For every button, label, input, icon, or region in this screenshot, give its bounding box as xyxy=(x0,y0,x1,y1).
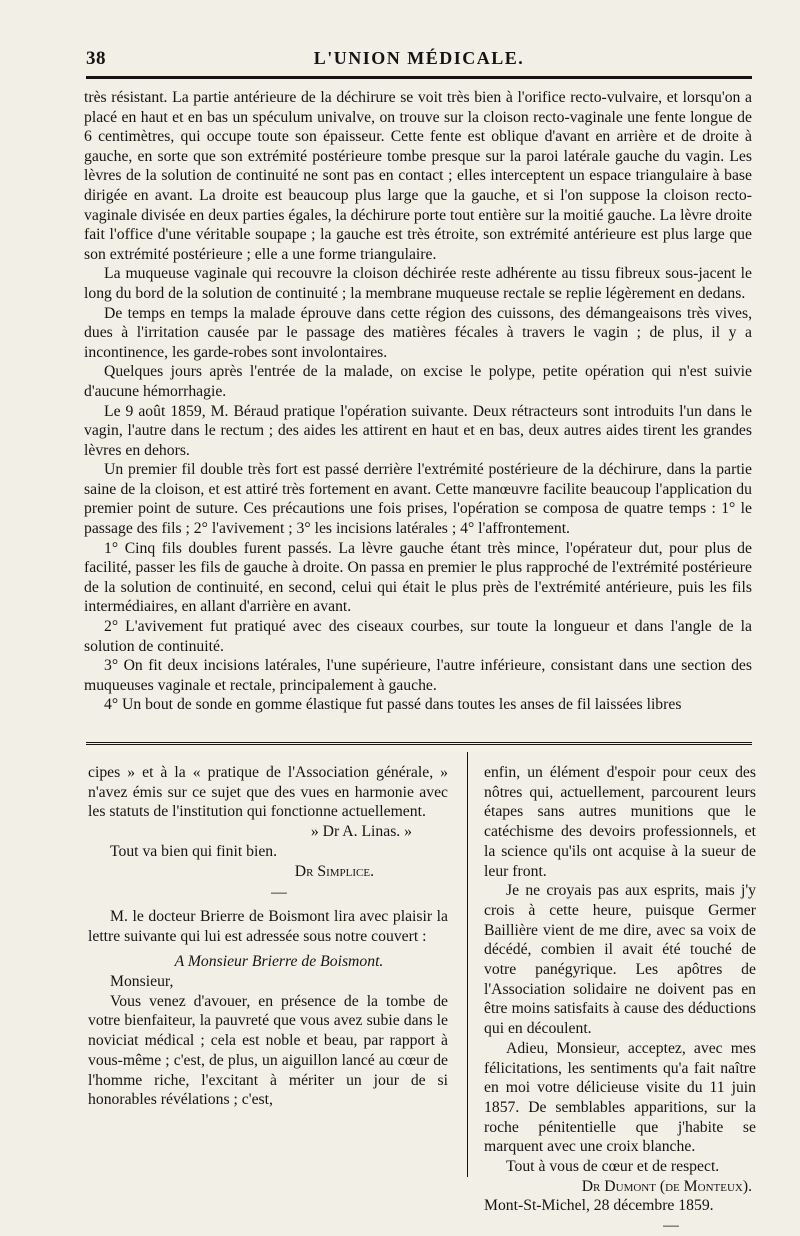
header-rule xyxy=(86,76,752,79)
paragraph: Le 9 août 1859, M. Béraud pratique l'opération suivante. Deux rétracteurs sont introduits l'un dans le vagin, l'autre dans le rectum ; des aides les attirent en haut et en bas, deux autres aides tirent les grandes lèvres en dehors. xyxy=(84,402,752,459)
paragraph: 1° Cinq fils doubles furent passés. La lèvre gauche étant très mince, l'opérateur dut, pour plus de facilité, passer les fils de gauche à droite. On passa en premier le plus rapproché de l'extrémité postérieure de la solution de continuité, en second, celui qui était le plus près de l'extrémité antérieure, puis les fils intermédiaires, en allant d'arrière en avant. xyxy=(84,539,752,616)
paragraph: De temps en temps la malade éprouve dans cette région des cuissons, des démangeaisons très vives, dues à l'irritation causée par le passage des matières fécales à travers le vagin ; de plus, il y a incontinence, les garde-robes sont involontaires. xyxy=(84,304,752,361)
paragraph: 2° L'avivement fut pratiqué avec des ciseaux courbes, sur toute la longueur et dans l'angle de la solution de continuité. xyxy=(84,618,752,655)
letter-heading: A Monsieur Brierre de Boismont. xyxy=(174,953,384,971)
signature-dumont: Dr Dumont (de Monteux). xyxy=(581,1177,752,1195)
paragraph: très résistant. La partie antérieure de la déchirure se voit très bien à l'orifice recto-vulvaire, et lorsqu'on a placé en haut et en bas un spéculum univalve, on trouve sur la cloison recto-vaginale une fente longue de 6 centimètres, qui occupe toute son épaisseur. Cette fente est oblique d'avant en arrière et de droite à gauche, en sorte que son extrémité postérieure tombe presque sur la paroi latérale gauche du vagin. Les lèvres de la solution de continuité ne sont pas en contact ; elles interceptent un espace triangulaire à base dirigée en avant. La droite est beaucoup plus large que la gauche, et si l'on suppose la cloison recto-vaginale divisée en deux parties égales, la déchirure porte tout entière sur la moitié gauche. La lèvre droite fait l'office d'une véritable soupape ; la gauche est très étroite, son extrémité antérieure est plus large que son extrémité postérieure ; elle a une forme triangulaire. xyxy=(84,89,752,263)
paragraph: La muqueuse vaginale qui recouvre la cloison déchirée reste adhérente au tissu fibreux sous-jacent le long du bord de la solution de continuité ; la membrane muqueuse rectale se replie légèrement en dedans. xyxy=(84,265,752,302)
column-paragraph: enfin, un élément d'espoir pour ceux des nôtres qui, actuellement, parcourent leurs étapes sans autres munitions que le catéchisme des devoirs professionnels, et la science qu'ils ont acquise à la sueur de leur front. xyxy=(484,764,756,880)
place-date: Mont-St-Michel, 28 décembre 1859. xyxy=(484,1197,714,1215)
column-paragraph: M. le docteur Brierre de Boismont lira avec plaisir la lettre suivante qui lui est adressée sous notre couvert : xyxy=(88,907,448,945)
feuilleton-left-column xyxy=(88,763,448,1110)
column-paragraph: cipes » et à la « pratique de l'Association générale, » n'avez émis sur ce sujet que des vues en harmonie avec les statuts de l'institution qui fonctionne actuellement. xyxy=(88,764,448,821)
article-body xyxy=(84,88,752,715)
signature-linas: » Dr A. Linas. » xyxy=(310,823,412,841)
page-header xyxy=(86,42,752,76)
column-paragraph: Tout va bien qui finit bien. xyxy=(110,842,278,860)
separator-dash: — xyxy=(271,884,287,902)
paragraph: 3° On fit deux incisions latérales, l'une supérieure, l'autre inférieure, consistant dans une section des muqueuses vaginale et rectale, principalement à gauche. xyxy=(84,657,752,694)
column-divider xyxy=(467,752,468,1177)
separator-dash: — xyxy=(663,1217,679,1235)
section-rule xyxy=(86,742,752,748)
page-number: 38 xyxy=(86,48,106,69)
feuilleton-right-column xyxy=(484,763,756,1236)
paragraph: Un premier fil double très fort est passé derrière l'extrémité postérieure de la déchirure, dans la partie saine de la cloison, et est attiré très fortement en avant. Cette manœuvre facilite beaucoup l'application du premier point de suture. Ces précautions une fois prises, l'opération se composa de quatre temps : 1° le passage des fils ; 2° l'avivement ; 3° les incisions latérales ; 4° l'affrontement. xyxy=(84,461,752,538)
paragraph: 4° Un bout de sonde en gomme élastique fut passé dans toutes les anses de fil laissées libres xyxy=(104,696,682,714)
column-paragraph: Je ne croyais pas aux esprits, mais j'y crois à cette heure, puisque Germer Baillière vient de me dire, avec sa voix de décédé, combien il avait été touché de votre panégyrique. Les apôtres de l'Association solidaire ne doivent pas en être moins satisfaits à cause des déductions qui en découlent. xyxy=(484,882,756,1038)
paragraph: Quelques jours après l'entrée de la malade, on excise le polype, petite opération qui n'est suivie d'aucune hémorrhagie. xyxy=(84,363,752,400)
column-paragraph: Adieu, Monsieur, acceptez, avec mes félicitations, les sentiments qu'a fait naître en moi votre délicieuse visite du 11 juin 1857. De semblables apparitions, sur la roche pénitentielle que j'habite se marquent avec une croix blanche. xyxy=(484,1039,756,1156)
salutation: Monsieur, xyxy=(110,973,174,991)
column-paragraph: Tout à vous de cœur et de respect. xyxy=(506,1158,720,1176)
journal-title: L'UNION MÉDICALE. xyxy=(313,48,525,68)
column-paragraph: Vous venez d'avouer, en présence de la tombe de votre bienfaiteur, la pauvreté que vous avez subie dans le noviciat médical ; cela est noble et beau, par rapport à vous-même ; c'est, de plus, un aiguillon lancé au cœur de l'homme riche, l'excitant à mériter un jour de si honorables révélations ; c'est, xyxy=(88,992,448,1109)
signature-simplice: Dr Simplice. xyxy=(294,862,374,880)
